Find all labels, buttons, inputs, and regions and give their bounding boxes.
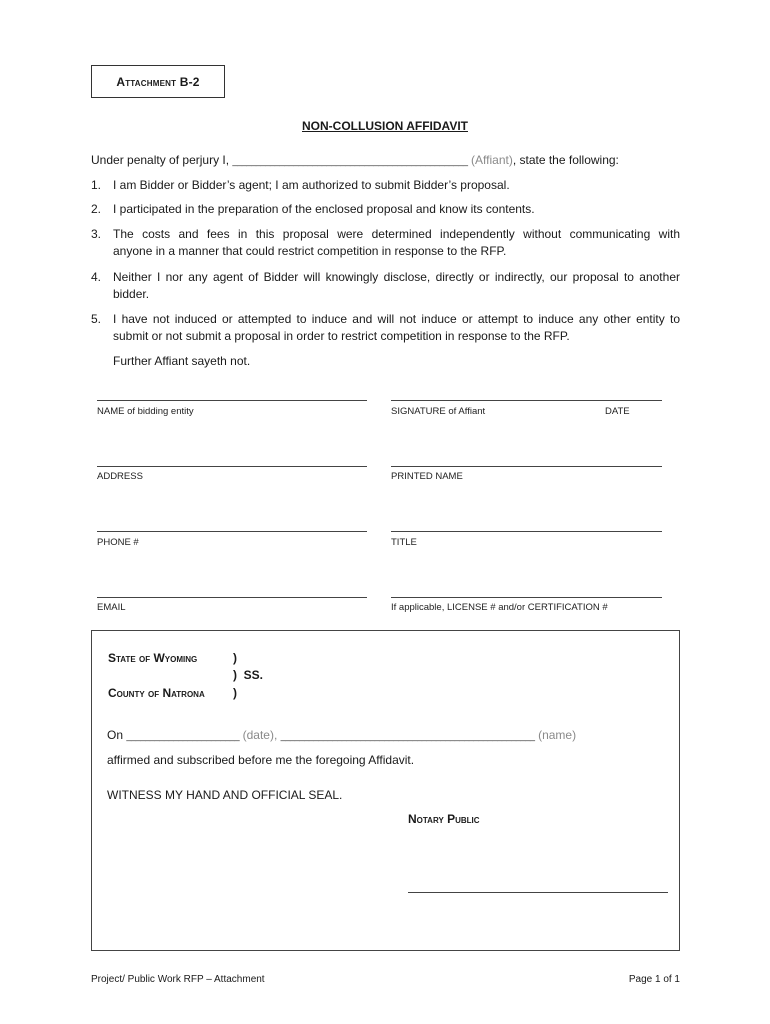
paren-3: ) [233,686,237,700]
printed-name-line[interactable] [391,466,662,467]
intro-suffix: , state the following: [512,153,619,167]
title-label: TITLE [391,537,417,548]
affirmed-text: affirmed and subscribed before me the foregoing Affidavit. [107,753,415,767]
list-item [0,226,770,262]
list-item [0,269,770,305]
intro-prefix: Under penalty of perjury I, [91,153,233,167]
item-number: 4. [91,270,102,284]
intro-line [91,152,691,170]
notary-on-line [107,727,677,745]
item-text-line1: The costs and fees in this proposal were determined independently without communicating with [113,227,680,241]
item-text: I am Bidder or Bidder’s agent; I am authorized to submit Bidder’s proposal. [113,178,510,192]
date-label: DATE [605,406,630,417]
ss-label: ) SS. [233,668,264,682]
item-text-line1: Neither I nor any agent of Bidder will knowingly disclose, directly or indirectly, our proposal to another [113,270,680,284]
item-number: 1. [91,178,102,192]
witness-text: WITNESS MY HAND AND OFFICIAL SEAL. [107,788,343,802]
phone-label: PHONE # [97,537,139,548]
date-blank[interactable]: ________________________ [126,731,240,741]
name-entity-line[interactable] [97,400,367,401]
license-label: If applicable, LICENSE # and/or CERTIFICATION # [391,602,608,613]
paren-1: ) [233,651,237,665]
document-title: NON-COLLUSION AFFIDAVIT [302,119,468,133]
county-label: County of Natrona [108,686,205,700]
affiant-name-blank[interactable]: __________________________________________________ [232,156,468,166]
title-line[interactable] [391,531,662,532]
page-number: Page 1 of 1 [628,974,680,985]
list-item [0,311,770,347]
item-text: I participated in the preparation of the enclosed proposal and know its contents. [113,202,535,216]
affiant-hint: (Affiant) [471,153,513,167]
address-label: ADDRESS [97,471,143,482]
signature-line[interactable] [391,400,662,401]
state-label: State of Wyoming [108,651,198,665]
license-line[interactable] [391,597,662,598]
name-entity-label: NAME of bidding entity [97,406,194,417]
on-label: On [107,728,127,742]
list-item [0,177,770,197]
item-text-line2: anyone in a manner that could restrict competition in response to the RFP. [113,244,507,258]
address-line[interactable] [97,466,367,467]
further-text: Further Affiant sayeth not. [113,354,251,368]
email-label: EMAIL [97,602,126,613]
phone-line[interactable] [97,531,367,532]
name-blank[interactable]: ______________________________________________________ [280,731,535,741]
name-hint: (name) [534,728,577,742]
email-line[interactable] [97,597,367,598]
printed-name-label: PRINTED NAME [391,471,463,482]
notary-signature-line[interactable] [408,892,668,893]
signature-label: SIGNATURE of Affiant [391,406,486,417]
item-number: 5. [91,312,102,326]
item-text-line1: I have not induced or attempted to induce and will not induce or attempt to induce any other entity to [113,312,680,326]
item-text-line2: bidder. [113,287,150,301]
footer-left: Project/ Public Work RFP – Attachment [91,974,265,985]
list-item [0,201,770,221]
item-text-line2: submit or not submit a proposal in order to restrict competition in response to the RFP. [113,329,570,343]
item-number: 2. [91,202,102,216]
item-number: 3. [91,227,102,241]
attachment-label: Attachment B-2 [91,65,225,98]
notary-public-label: Notary Public [408,812,480,826]
date-hint: (date), [239,728,281,742]
